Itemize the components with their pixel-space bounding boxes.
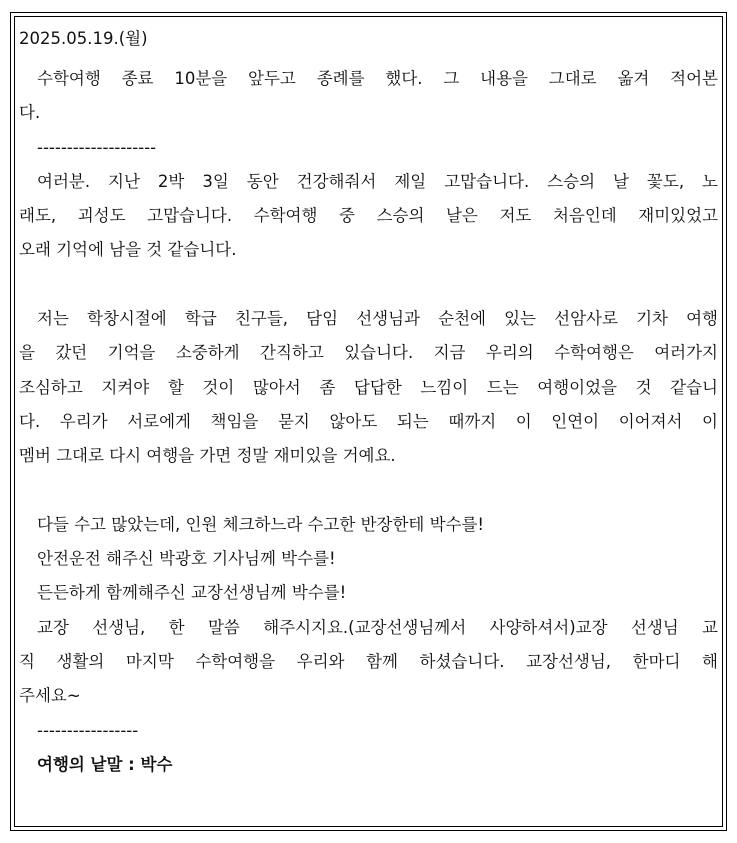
para3-line-3: 든든하게 함께해주신 교장선생님께 박수를! [37, 583, 347, 603]
blank-line [19, 268, 718, 302]
para1-line-2: 래도, 괴성도 고맙습니다. 수학여행 중 스승의 날은 저도 처음인데 재미있었고 [19, 206, 718, 226]
divider-bottom: ----------------- [37, 720, 139, 740]
date-header: 2025.05.19.(월) [19, 29, 148, 48]
para1-line-1: 여러분. 지난 2박 3일 동안 건강해줘서 제일 고맙습니다. 스승의 날 꽃도, 노 [37, 171, 718, 191]
closing-keyword: 여행의 낱말 : 박수 [37, 754, 173, 774]
para2-line-3: 조심하고 지켜야 할 것이 많아서 좀 답답한 느낌이 드는 여행이었을 것 같습니 [19, 377, 718, 397]
document-outer-border [10, 12, 727, 831]
para3-line-5: 직 생활의 마지막 수학여행을 우리와 함께 하셨습니다. 교장선생님, 한마디 해 [19, 652, 718, 672]
divider-top: -------------------- [37, 137, 157, 157]
document-body [14, 16, 723, 827]
intro-line-2: 다. [19, 103, 41, 123]
para3-line-1: 다들 수고 많았는데, 인원 체크하느라 수고한 반장한테 박수를! [37, 514, 485, 534]
blank-line [19, 474, 718, 508]
para3-line-6: 주세요~ [19, 686, 81, 706]
para3-line-2: 안전운전 해주신 박광호 기사님께 박수를! [37, 549, 336, 569]
para1-line-3: 오래 기억에 남을 것 같습니다. [19, 240, 237, 260]
para2-line-2: 을 갔던 기억을 소중하게 간직하고 있습니다. 지금 우리의 수학여행은 여러가지 [19, 343, 718, 363]
intro-line-1: 수학여행 종료 10분을 앞두고 종례를 했다. 그 내용을 그대로 옮겨 적어본 [37, 69, 718, 88]
para3-line-4: 교장 선생님, 한 말씀 해주시지요.(교장선생님께서 사양하셔서)교장 선생님 교 [37, 617, 718, 637]
para2-line-5: 멤버 그대로 다시 여행을 가면 정말 재미있을 거예요. [19, 446, 396, 466]
para2-line-1: 저는 학창시절에 학급 친구들, 담임 선생님과 순천에 있는 선암사로 기차 여행 [37, 309, 718, 329]
para2-line-4: 다. 우리가 서로에게 책임을 묻지 않아도 되는 때까지 이 인연이 이어져서 이 [19, 411, 718, 431]
